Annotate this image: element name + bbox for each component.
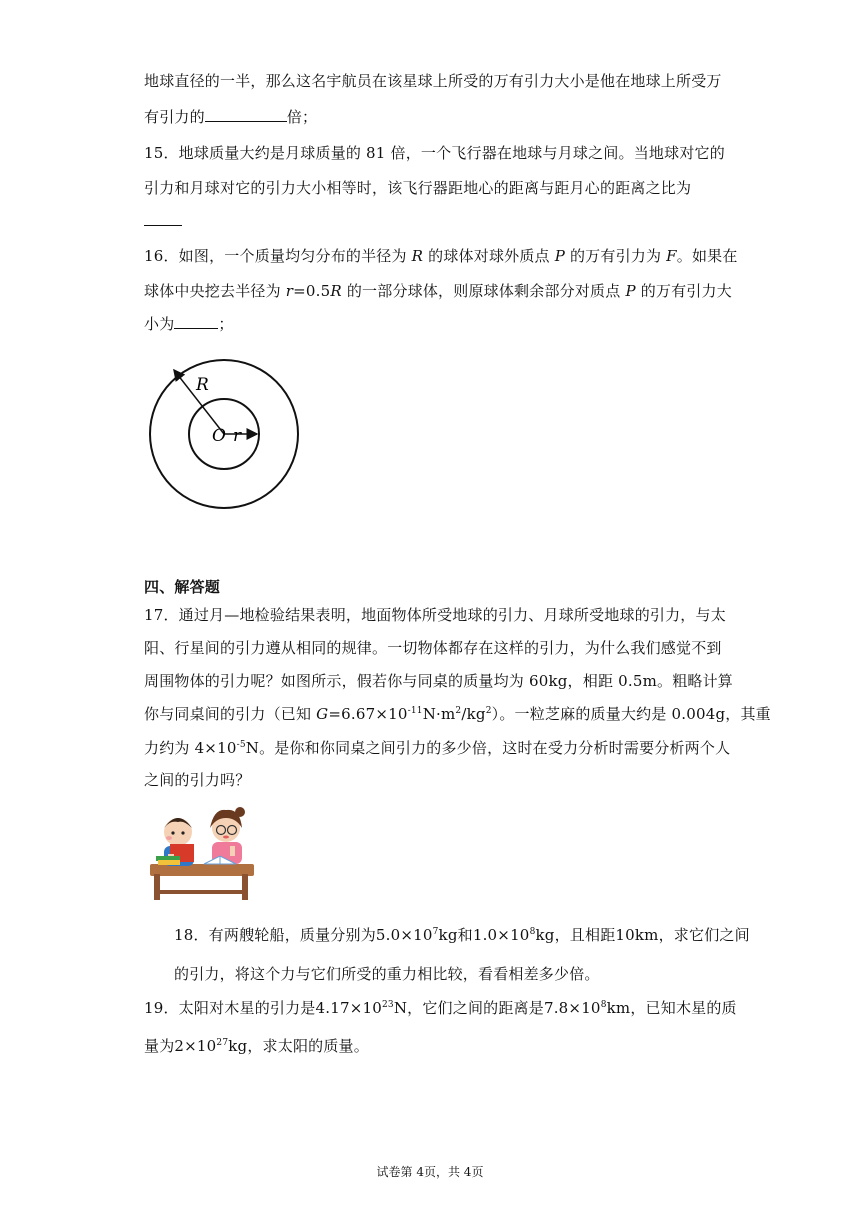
q18-mass1-unit: kg — [438, 926, 458, 944]
q16-line3 — [144, 313, 234, 334]
q14-line1: 地球直径的一半，那么这名宇航员在该星球上所受的万有引力大小是他在地球上所受万 — [144, 72, 722, 90]
q15-answer-line — [144, 211, 182, 230]
q16-var-P2: P — [625, 282, 636, 300]
sphere-figure — [140, 350, 310, 520]
q17-line4 — [144, 703, 771, 724]
q16-text-1c: 的万有引力为 — [565, 247, 667, 265]
q16-line1 — [144, 245, 738, 266]
q17-sup-m2: 2 — [455, 706, 462, 716]
q19-text-a: 19．太阳对木星的引力是 — [144, 999, 316, 1017]
q17-sup-kg2: 2 — [485, 706, 492, 716]
q19-text-i: ，已知木星的质 — [630, 999, 737, 1017]
q17-sup-exp: -11 — [407, 706, 423, 716]
students-desk-illustration — [144, 802, 260, 902]
q17-text-4b: =6.67×10 — [328, 705, 408, 723]
q19-line2 — [144, 1035, 369, 1056]
q18-mass2-exp: 8 — [529, 927, 536, 937]
q16-var-r: r — [285, 282, 294, 300]
q18-line1 — [174, 924, 750, 945]
q16-text-2b: =0.5 — [293, 282, 331, 300]
q14-line2 — [144, 106, 317, 127]
q17-line6: 之间的引力吗？ — [144, 771, 251, 789]
q16-text-1a: 16．如图，一个质量均匀分布的半径为 — [144, 247, 412, 265]
q19-text-2e: ，求太阳的质量。 — [247, 1037, 369, 1055]
q17-text-4f: /kg — [461, 705, 486, 723]
section-heading: 四、解答题 — [144, 578, 221, 596]
q16-text-3b: ； — [218, 315, 234, 333]
q19-force: 4.17×10 — [315, 999, 382, 1017]
q18-mass2-unit: kg — [535, 926, 555, 944]
q19-mass: 2×10 — [174, 1037, 217, 1055]
q17-text-5a: 力约为 4×10 — [144, 739, 237, 757]
label-R: R — [196, 375, 209, 395]
q17-text-4h: ）。一粒芝麻的质量大约是 0.004g，其重 — [491, 705, 771, 723]
q15-line2: 引力和月球对它的引力大小相等时，该飞行器距地心的距离与距月心的距离之比为 — [144, 179, 692, 197]
q18-line2: 的引力，将这个力与它们所受的重力相比较，看看相差多少倍。 — [174, 965, 600, 983]
q18-mass1-exp: 7 — [432, 927, 439, 937]
q17-line3: 周围物体的引力呢？如图所示，假若你与同桌的质量均为 60kg，相距 0.5m。粗略计算 — [144, 672, 733, 690]
q19-distance: 7.8×10 — [543, 999, 601, 1017]
q16-text-2d: 的万有引力大 — [635, 282, 732, 300]
q17-var-G: G — [316, 705, 329, 723]
label-O: O — [212, 426, 226, 446]
q18-text-e: 和 — [457, 926, 473, 944]
q18-text-i: ，且相距 — [554, 926, 616, 944]
q19-line1 — [144, 997, 737, 1018]
q16-var-R: R — [411, 247, 424, 265]
q17-text-4d: N·m — [422, 705, 456, 723]
q16-var-R2: R — [330, 282, 342, 300]
q14-answer-blank[interactable] — [205, 107, 287, 122]
q16-answer-blank[interactable] — [174, 314, 218, 329]
q19-mass-exp: 27 — [216, 1038, 229, 1048]
q17-sup-exp5: -5 — [236, 740, 246, 750]
q19-force-exp: 23 — [381, 1000, 394, 1010]
q16-line2 — [144, 280, 732, 301]
q18-mass2: 1.0×10 — [472, 926, 530, 944]
q18-mass1: 5.0×10 — [375, 926, 433, 944]
q15-line1: 15．地球质量大约是月球质量的 81 倍，一个飞行器在地球与月球之间。当地球对它的 — [144, 144, 725, 162]
q16-text-2a: 球体中央挖去半径为 — [144, 282, 286, 300]
q16-text-1d: 。如果在 — [676, 247, 738, 265]
page-footer: 试卷第 4页，共 4页 — [376, 1165, 484, 1179]
q14-text-b: 倍； — [286, 108, 318, 126]
q18-text-k: ，求它们之间 — [658, 926, 750, 944]
q16-text-2c: 的一部分球体，则原球体剩余部分对质点 — [341, 282, 626, 300]
q16-var-F: F — [666, 247, 677, 265]
q16-text-1b: 的球体对球外质点 — [423, 247, 555, 265]
q19-distance-exp: 8 — [600, 1000, 607, 1010]
label-r: r — [233, 426, 242, 446]
q19-text-2a: 量为 — [144, 1037, 175, 1055]
q17-text-4a: 你与同桌间的引力（已知 — [144, 705, 317, 723]
q15-answer-blank[interactable] — [144, 211, 182, 226]
q17-line1: 17．通过月—地检验结果表明，地面物体所受地球的引力、月球所受地球的引力，与太 — [144, 606, 726, 624]
q17-line2: 阳、行星间的引力遵从相同的规律。一切物体都存在这样的引力，为什么我们感觉不到 — [144, 639, 722, 657]
q17-line5 — [144, 737, 730, 758]
q19-distance-unit: km — [606, 999, 631, 1017]
q18-distance: 10km — [615, 926, 659, 944]
q14-text-a: 有引力的 — [144, 108, 205, 126]
q19-text-e: ，它们之间的距离是 — [407, 999, 544, 1017]
q17-text-5c: N。是你和你同桌之间引力的多少倍，这时在受力分析时需要分析两个人 — [245, 739, 731, 757]
q19-force-unit: N — [393, 999, 408, 1017]
q16-var-P: P — [554, 247, 566, 265]
q16-text-3a: 小为 — [144, 315, 175, 333]
q18-text-a: 18．有两艘轮船，质量分别为 — [174, 926, 376, 944]
q19-mass-unit: kg — [228, 1037, 248, 1055]
